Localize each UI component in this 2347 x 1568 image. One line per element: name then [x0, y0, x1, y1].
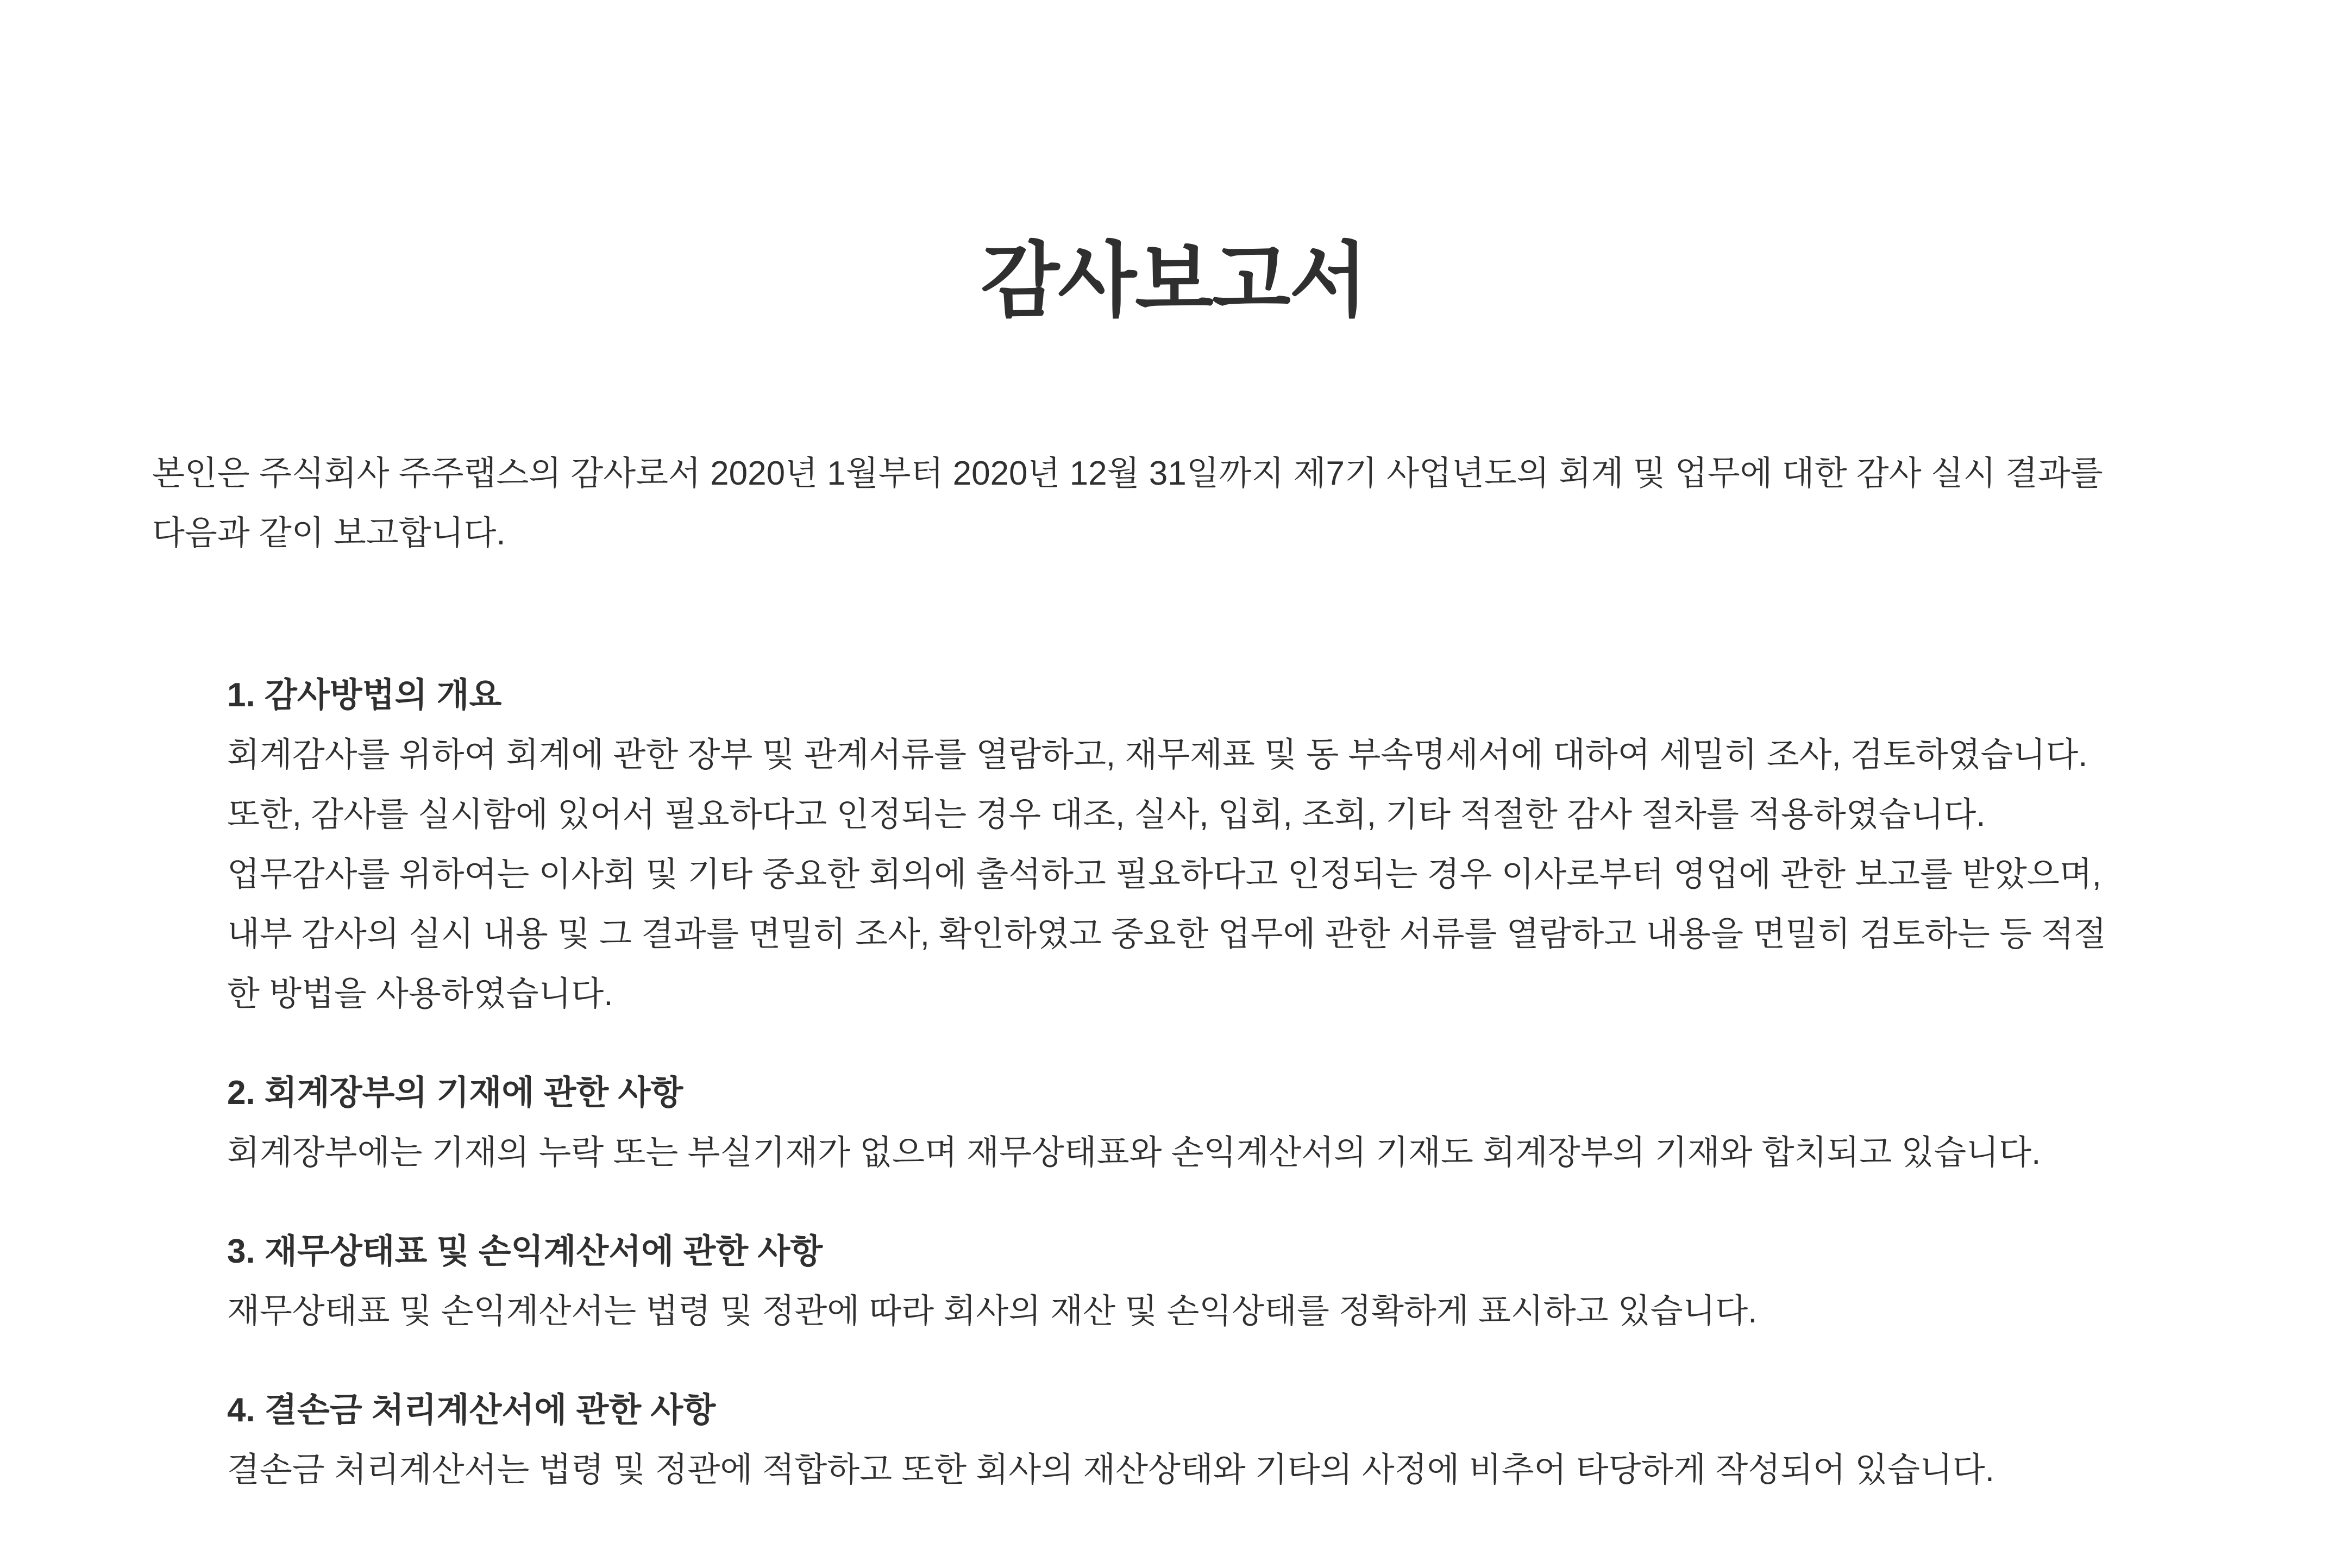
section-body-line: 결손금 처리계산서는 법령 및 정관에 적합하고 또한 회사의 재산상태와 기타의 사정에 비추어 타당하게 작성되어 있습니다.	[227, 1451, 1994, 1489]
page-title: 감사보고서	[981, 235, 1366, 326]
intro-paragraph	[152, 444, 2195, 563]
section-list	[152, 666, 2195, 1500]
section-heading: 1. 감사방법의 개요	[227, 676, 502, 714]
section-audit-method	[227, 666, 2195, 1024]
section-heading: 3. 재무상태표 및 손익계산서에 관한 사항	[227, 1233, 823, 1270]
intro-line: 본인은 주식회사 주주랩스의 감사로서 2020년 1월부터 2020년 12월 31일까지 제7기 사업년도의 회계 및 업무에 대한 감사 실시 결과를	[152, 455, 2103, 492]
section-deficit-statement	[227, 1381, 2195, 1500]
section-body-line: 재무상태표 및 손익계산서는 법령 및 정관에 따라 회사의 재산 및 손익상태를 정확하게 표시하고 있습니다.	[227, 1293, 1758, 1330]
section-heading: 2. 회계장부의 기재에 관한 사항	[227, 1074, 683, 1112]
section-body-line: 또한, 감사를 실시함에 있어서 필요하다고 인정되는 경우 대조, 실사, 입회, 조회, 기타 적절한 감사 절차를 적용하였습니다.	[227, 796, 1986, 833]
intro-line: 다음과 같이 보고합니다.	[152, 515, 506, 552]
section-body-line: 내부 감사의 실시 내용 및 그 결과를 면밀히 조사, 확인하였고 중요한 업무에 관한 서류를 열람하고 내용을 면밀히 검토하는 등 적절	[227, 915, 2106, 953]
section-heading: 4. 결손금 처리계산서에 관한 사항	[227, 1391, 716, 1429]
section-financial-statements	[227, 1222, 2195, 1341]
section-body-line: 회계장부에는 기재의 누락 또는 부실기재가 없으며 재무상태표와 손익계산서의 기재도 회계장부의 기재와 합치되고 있습니다.	[227, 1134, 2041, 1171]
section-body-line: 한 방법을 사용하였습니다.	[227, 975, 613, 1013]
section-body-line: 업무감사를 위하여는 이사회 및 기타 중요한 회의에 출석하고 필요하다고 인정되는 경우 이사로부터 영업에 관한 보고를 받았으며,	[227, 856, 2101, 893]
section-body-line: 회계감사를 위하여 회계에 관한 장부 및 관계서류를 열람하고, 재무제표 및 동 부속명세서에 대하여 세밀히 조사, 검토하였습니다.	[227, 736, 2088, 774]
section-accounting-books	[227, 1063, 2195, 1183]
